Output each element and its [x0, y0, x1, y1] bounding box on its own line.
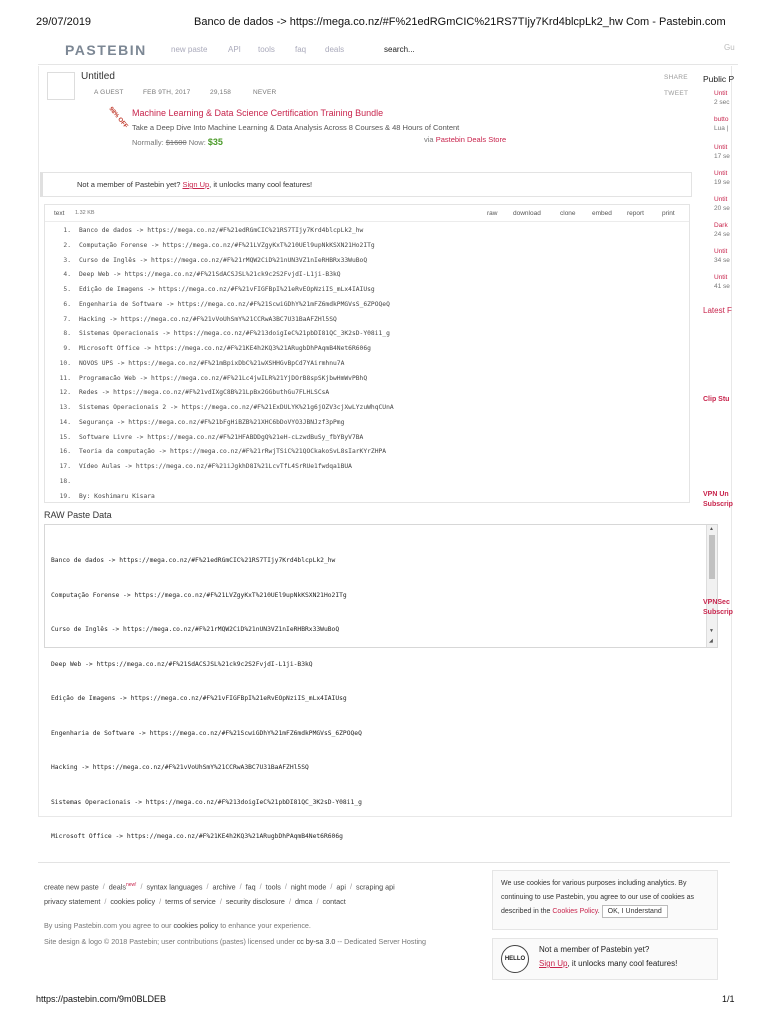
- footer-link[interactable]: contact: [322, 897, 346, 907]
- line-number: 9.: [63, 345, 71, 352]
- member-banner: [40, 172, 692, 197]
- raw-line: Sistemas Operacionais -> https://mega.co.nz/#F%213doigIeC%21pbDI81QC_3K2sD-Y08i1_g: [51, 798, 362, 806]
- promo-pricing: [132, 137, 223, 147]
- code-line: [45, 312, 689, 327]
- print-url: https://pastebin.com/9m0BLDEB: [36, 994, 167, 1004]
- line-number: 11.: [59, 374, 71, 382]
- nav-tools[interactable]: tools: [258, 45, 275, 54]
- sidebar-item-meta: 19 se: [714, 179, 730, 186]
- cookies-policy-popup-link[interactable]: Cookies Policy: [552, 908, 598, 915]
- footer-link[interactable]: security disclosure: [225, 897, 285, 907]
- member-text-after: , it unlocks many cool features!: [209, 180, 313, 189]
- sidebar-ad-vpn[interactable]: [703, 490, 733, 510]
- promo-via: [424, 135, 506, 144]
- raw-line: Hacking -> https://mega.co.nz/#F%21vVoUhSmY%21CCRwA3BC7U31BaAFZHl5SQ: [51, 764, 309, 771]
- sign-up-link[interactable]: Sign Up: [182, 180, 210, 189]
- line-number: 13.: [59, 404, 71, 411]
- cookie-note-after: to enhance your experience.: [220, 921, 311, 930]
- raw-scrollbar[interactable]: [706, 525, 717, 647]
- sidebar-item[interactable]: [714, 222, 768, 238]
- footer-link[interactable]: terms of service: [165, 897, 216, 907]
- cookie-accept-button[interactable]: OK, I Understand: [602, 905, 668, 918]
- sidebar-heading: Public P: [703, 74, 735, 84]
- pastebin-logo[interactable]: PASTEBIN: [65, 42, 147, 58]
- footer-link[interactable]: deals: [108, 882, 126, 892]
- nav-api[interactable]: API: [228, 45, 241, 54]
- clone-button[interactable]: clone: [560, 210, 576, 217]
- footer-links: [44, 878, 494, 909]
- promo-description: Take a Deep Dive Into Machine Learning & Data Analysis Across 8 Courses & 48 Hours of Content: [132, 123, 460, 132]
- code-line: [45, 444, 689, 459]
- copyright-note: [44, 937, 426, 946]
- top-nav: [38, 34, 738, 65]
- sidebar-item-title[interactable]: Untit: [714, 144, 728, 151]
- hosting-text: -- Dedicated Server Hosting: [337, 937, 427, 946]
- syntax-label[interactable]: text: [54, 210, 65, 217]
- footer-link[interactable]: dmca: [294, 897, 313, 907]
- line-text: Curso de Inglês -> https://mega.co.nz/#F%21rMQW2CiD%21nUN3VZ1nIeRHBRx33WuBoQ: [79, 256, 368, 264]
- paste-title: Untitled: [81, 71, 115, 82]
- sidebar-item[interactable]: [714, 196, 768, 212]
- signup-popup-after: , it unlocks many cool features!: [567, 959, 678, 968]
- deals-store-link[interactable]: Pastebin Deals Store: [435, 135, 507, 144]
- sidebar-item[interactable]: [714, 248, 768, 264]
- cookie-note-before: By using Pastebin.com you agree to our: [44, 921, 172, 930]
- sidebar-ad-vpnsec[interactable]: [703, 598, 733, 618]
- license-link[interactable]: cc by-sa 3.0: [296, 937, 336, 946]
- cookie-popup: [492, 870, 718, 930]
- scroll-down-icon[interactable]: ▼: [709, 628, 714, 634]
- hello-icon: HELLO: [501, 945, 529, 973]
- footer-link[interactable]: night mode: [290, 882, 327, 892]
- paste-author[interactable]: A GUEST: [94, 89, 124, 96]
- line-text: Sistemas Operacionais 2 -> https://mega.co.nz/#F%21ExDULYK%21g6jOZV3cjXwLYzuWhqCUnA: [79, 404, 394, 411]
- line-number: 8.: [63, 330, 71, 338]
- footer-link[interactable]: syntax languages: [146, 882, 203, 892]
- line-number: 2.: [63, 241, 71, 249]
- cookie-text: We use cookies for various purposes including analytics. By continuing to use Pastebin, you agree to our use of cookies as described in the Cookies Policy. OK, I Understand: [501, 877, 715, 919]
- via-label: via: [424, 135, 434, 144]
- avatar: [47, 72, 75, 100]
- footer-link[interactable]: archive: [212, 882, 236, 892]
- sidebar-item[interactable]: [714, 170, 768, 186]
- raw-line: Computação Forense -> https://mega.co.nz/#F%21LVZgyKxT%210UEl9upNkKSXN21Ho2ITg: [51, 591, 347, 599]
- code-line: [45, 356, 689, 371]
- code-line: [45, 474, 689, 489]
- new-badge: new!: [125, 882, 137, 888]
- sidebar-item-title[interactable]: butto: [714, 116, 729, 123]
- line-text: Microsoft Office -> https://mega.co.nz/#F%21KE4h2KQ3%21ARugbDhPAqmB4Net6R606g: [79, 345, 371, 352]
- sidebar-item-title[interactable]: Dark: [714, 222, 728, 229]
- raw-paste-label: RAW Paste Data: [44, 510, 112, 520]
- footer-link[interactable]: privacy statement: [44, 897, 101, 907]
- line-number: 6.: [63, 300, 71, 308]
- normal-label: Normally:: [132, 138, 164, 147]
- print-header: [0, 0, 768, 28]
- footer-link[interactable]: faq: [245, 882, 256, 892]
- footer-row-2: privacy statement / cookies policy / terms of service / security disclosure / dmca / contact: [44, 897, 346, 907]
- print-date: 29/07/2019: [36, 16, 92, 28]
- ad-subtitle[interactable]: Subscrip: [703, 501, 733, 508]
- print-title: Banco de dados -> https://mega.co.nz/#F%21edRGmCIC%21RS7TIjy7Krd4blcpLk2_hw Com - Pastebin.com: [194, 16, 726, 28]
- code-line: [45, 282, 689, 297]
- embed-button[interactable]: embed: [592, 210, 612, 217]
- raw-line: Engenharia de Software -> https://mega.co.nz/#F%21ScwiGDhY%21mFZ6mdkPMGVsS_6ZPOQeQ: [51, 729, 362, 737]
- now-price: $35: [207, 137, 223, 147]
- signup-popup-link[interactable]: Sign Up: [539, 959, 568, 968]
- footer-link[interactable]: create new paste: [44, 882, 99, 892]
- cookie-text-body: We use cookies for various purposes including analytics. By continuing to use Pastebin, you agree to our use of cookies as described in the: [501, 880, 695, 915]
- scroll-thumb[interactable]: [709, 535, 715, 579]
- line-text: Edição de Imagens -> https://mega.co.nz/#F%21vFIGFBpI%21eRvEOpNziIS_mLx4IAIUsg: [79, 286, 375, 293]
- ad-title[interactable]: VPN Un: [703, 491, 729, 498]
- search-input[interactable]: search...: [384, 45, 415, 54]
- sidebar-item-meta: 17 se: [714, 153, 730, 160]
- sidebar-item-meta: 20 se: [714, 205, 730, 212]
- line-number: 14.: [59, 418, 71, 426]
- paste-views: 29,158: [210, 89, 232, 96]
- code-line: [45, 253, 689, 268]
- footer-link[interactable]: tools: [265, 882, 281, 892]
- line-text: Programacão Web -> https://mega.co.nz/#F%21Lc4jwILR%21YjDOrB8spSKjbwHmWvPBhQ: [79, 374, 368, 382]
- raw-button[interactable]: raw: [487, 210, 498, 217]
- line-text: Deep Web -> https://mega.co.nz/#F%21SdACSJSL%21ck9c2S2FvjdI-L1ji-B3kQ: [79, 271, 341, 279]
- download-button[interactable]: download: [513, 210, 541, 217]
- raw-line: Curso de Inglês -> https://mega.co.nz/#F%21rMQW2CiD%21nUN3VZ1nIeRHBRx33WuBoQ: [51, 626, 340, 633]
- code-line: [45, 371, 689, 386]
- nav-cut-link[interactable]: Gu: [724, 43, 735, 52]
- code-line: [45, 238, 689, 253]
- scroll-up-icon[interactable]: ▲: [709, 526, 714, 532]
- latest-heading: Latest F: [703, 306, 732, 315]
- line-text: Computação Forense -> https://mega.co.nz/#F%21LVZgyKxT%210UEl9upNkKSXN21Ho2ITg: [79, 241, 375, 249]
- normal-price: $1600: [165, 138, 187, 147]
- ad-title[interactable]: VPNSec: [703, 599, 730, 606]
- public-pastes-sidebar: [700, 66, 768, 616]
- signup-popup-line2: [539, 959, 677, 968]
- tweet-button[interactable]: TWEET: [664, 90, 689, 97]
- code-line: [45, 341, 689, 356]
- footer-link[interactable]: api: [336, 882, 346, 892]
- line-number: 19.: [59, 492, 71, 500]
- sidebar-item[interactable]: [714, 116, 768, 132]
- code-line: [45, 385, 689, 400]
- code-lines: [45, 223, 689, 503]
- sidebar-item-meta: Lua |: [714, 125, 729, 132]
- signup-popup-text: Not a member of Pastebin yet?: [539, 945, 650, 954]
- footer-row-1: create new paste / deals$^{new!}$ / syntax languages / archive / faq / tools / night mode / api / scraping api: [44, 882, 395, 892]
- discount-badge: 98% OFF: [107, 106, 129, 130]
- member-text-before: Not a member of Pastebin yet?: [77, 180, 181, 189]
- line-text: By: Koshimaru Kisara: [79, 492, 155, 500]
- raw-line: Banco de dados -> https://mega.co.nz/#F%21edRGmCIC%21RS7TIjy7Krd4blcpLk2_hw: [51, 557, 336, 564]
- now-label: Now:: [188, 138, 206, 147]
- line-text: Engenharia de Software -> https://mega.co.nz/#F%21ScwiGDhY%21mFZ6mdkPMGVsS_6ZPOQeQ: [79, 300, 390, 308]
- raw-line: Microsoft Office -> https://mega.co.nz/#F%21KE4h2KQ3%21ARugbDhPAqmB4Net6R606g: [51, 833, 343, 840]
- line-number: 16.: [59, 448, 71, 456]
- code-line: [45, 223, 689, 238]
- code-box: [44, 204, 690, 503]
- line-text: NOVOS UPS -> https://mega.co.nz/#F%21mBpixDbC%21wXSHHGvBpCd7YAirmhnu7A: [79, 359, 345, 367]
- code-line: [45, 459, 689, 474]
- line-number: 18.: [59, 477, 71, 485]
- nav-deals[interactable]: deals: [325, 45, 345, 54]
- share-button[interactable]: SHARE: [664, 74, 688, 81]
- report-button[interactable]: report: [627, 210, 644, 217]
- copyright-text: Site design & logo © 2018 Pastebin; user contributions (pastes) licensed under: [44, 937, 295, 946]
- line-number: 15.: [59, 433, 71, 441]
- line-text: Segurança -> https://mega.co.nz/#F%21bFgHiBZB%21XHC6bDoVYO3JBNJzf3pPmg: [79, 418, 345, 426]
- promo-title[interactable]: Machine Learning & Data Science Certification Training Bundle: [132, 108, 384, 118]
- raw-paste-textarea[interactable]: [44, 524, 718, 840]
- line-number: 10.: [59, 359, 71, 367]
- line-text: Vídeo Aulas -> https://mega.co.nz/#F%21iJgkhD8I%21LcvTfL4SrRUe1fwdqa1BUA: [79, 463, 352, 470]
- line-text: Sistemas Operacionais -> https://mega.co.nz/#F%213doigIeC%21pbDI81QC_3K2sD-Y08i1_g: [79, 330, 390, 338]
- code-line: [45, 297, 689, 312]
- code-line: [45, 267, 689, 282]
- raw-line: Edição de Imagens -> https://mega.co.nz/#F%21vFIGFBpI%21eRvEOpNziIS_mLx4IAIUsg: [51, 695, 347, 702]
- code-line: [45, 326, 689, 341]
- raw-line: Deep Web -> https://mega.co.nz/#F%21SdACSJSL%21ck9c2S2FvjdI-L1ji-B3kQ: [51, 660, 313, 668]
- cookies-policy-link[interactable]: cookies policy: [173, 921, 219, 930]
- resize-handle-icon[interactable]: ◢: [709, 638, 713, 644]
- sidebar-item-meta: 41 se: [714, 283, 730, 290]
- footer-link[interactable]: scraping api: [355, 882, 395, 892]
- code-line: [45, 430, 689, 445]
- footer-divider: [38, 862, 730, 863]
- code-toolbar: [45, 205, 689, 222]
- line-text: Redes -> https://mega.co.nz/#F%21vdIXgC8B%21LpBx2GGbuthGu7FLHLSCsA: [79, 389, 330, 397]
- sidebar-item-title[interactable]: Untit: [714, 248, 728, 255]
- sidebar-item-title[interactable]: Untit: [714, 196, 728, 203]
- member-text: [77, 173, 312, 196]
- line-number: 5.: [63, 286, 71, 293]
- line-number: 7.: [63, 315, 71, 323]
- line-number: 4.: [63, 271, 71, 279]
- line-number: 12.: [59, 389, 71, 397]
- sidebar-item[interactable]: [714, 144, 768, 160]
- paste-date: FEB 9TH, 2017: [143, 89, 191, 96]
- code-line: [45, 415, 689, 430]
- sidebar-item[interactable]: [714, 90, 768, 106]
- ad-subtitle[interactable]: Subscrip: [703, 609, 733, 616]
- nav-faq[interactable]: faq: [295, 45, 307, 54]
- line-text: Software Livre -> https://mega.co.nz/#F%21HFABDDgQ%21eH-cLzwdBuSy_fbYByV7BA: [79, 433, 364, 441]
- code-line: [45, 400, 689, 415]
- sidebar-ad-clip[interactable]: Clip Stu: [703, 396, 730, 403]
- sidebar-item-meta: 2 sec: [714, 99, 730, 106]
- sidebar-item-title[interactable]: Untit: [714, 170, 728, 177]
- raw-paste-content: [51, 532, 362, 866]
- footer-link[interactable]: cookies policy: [110, 897, 156, 907]
- line-number: 1.: [63, 227, 71, 234]
- code-line: [45, 489, 689, 504]
- sidebar-item-title[interactable]: Untit: [714, 90, 728, 97]
- line-text: Banco de dados -> https://mega.co.nz/#F%21edRGmCIC%21RS7TIjy7Krd4blcpLk2_hw: [79, 227, 364, 234]
- sidebar-item-meta: 34 se: [714, 257, 730, 264]
- print-page-number: 1/1: [722, 994, 735, 1004]
- nav-new-paste[interactable]: new paste: [171, 45, 208, 54]
- paste-size: 1.32 KB: [75, 210, 95, 216]
- print-button[interactable]: print: [662, 210, 675, 217]
- sidebar-item-meta: 24 se: [714, 231, 730, 238]
- sidebar-item[interactable]: [714, 274, 768, 290]
- sidebar-item-title[interactable]: Untit: [714, 274, 728, 281]
- line-text: Hacking -> https://mega.co.nz/#F%21vVoUhSmY%21CCRwA3BC7U31BaAFZHl5SQ: [79, 315, 337, 323]
- paste-expire: NEVER: [253, 89, 277, 96]
- line-text: Teoria da computação -> https://mega.co.nz/#F%21rRwjTSiC%21QOCkakoSvL8sIarKYrZHPA: [79, 448, 387, 456]
- signup-popup: [492, 938, 718, 980]
- cookie-note: [44, 921, 311, 930]
- line-number: 3.: [63, 256, 71, 264]
- line-number: 17.: [59, 463, 71, 470]
